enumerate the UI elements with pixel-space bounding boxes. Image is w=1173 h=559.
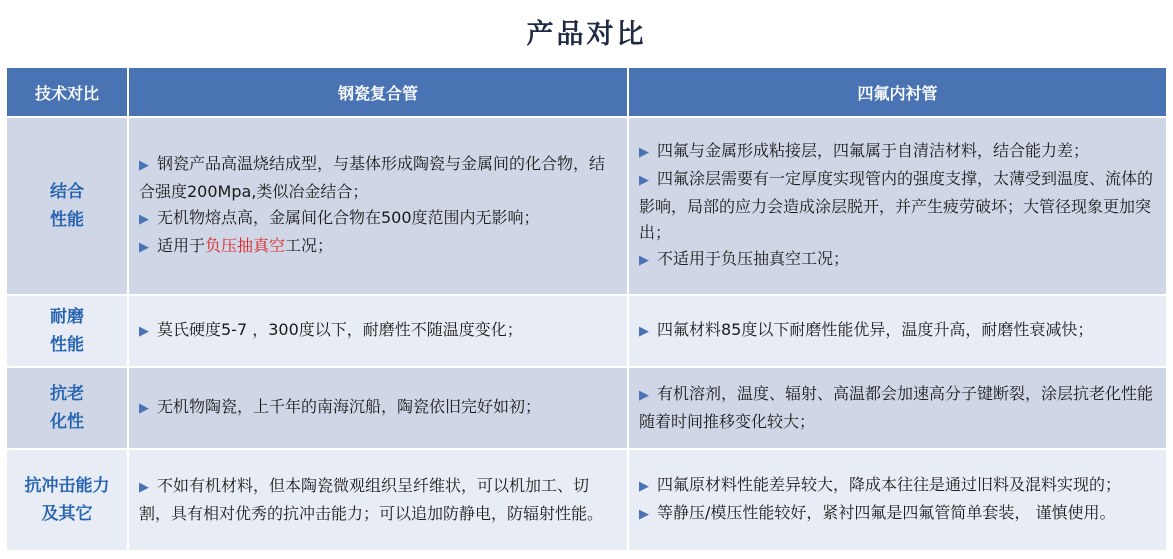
bullet-item: ▶ 四氟原材料性能差异较大，降成本往往是通过旧料及混料实现的； (639, 475, 1122, 494)
cell-ptfe-impact (629, 450, 1166, 550)
row-label-line: 抗老 (50, 384, 84, 404)
triangle-bullet-icon: ▶ (639, 253, 649, 268)
bullet-item: ▶ 莫氏硬度5-7 ，300度以下，耐磨性不随温度变化； (139, 320, 523, 339)
cell-steel-impact (129, 450, 627, 550)
bullet-item: ▶ 四氟涂层需要有一定厚度实现管内的强度支撑，太薄受到温度、流体的影响，局部的应力会造成涂层脱开，并产生疲劳破坏；大管径现象更加突出； (639, 169, 1154, 242)
header-tech-compare: 技术对比 (7, 68, 127, 116)
table-row-impact (7, 450, 1166, 550)
cell-ptfe-wear (629, 296, 1166, 366)
table-row-aging (7, 368, 1166, 448)
header-ptfe-lined: 四氟内衬管 (629, 68, 1166, 116)
bullet-item: ▶ 无机物陶瓷，上千年的南海沉船，陶瓷依旧完好如初； (139, 397, 542, 416)
bullet-item: ▶ 不如有机材料，但本陶瓷微观组织呈纤维状，可以机加工、切割，具有相对优秀的抗冲击能力；可以追加防静电，防辐射性能。 (139, 476, 604, 523)
row-label-line: 及其它 (41, 504, 93, 524)
triangle-bullet-icon: ▶ (639, 479, 649, 494)
triangle-bullet-icon: ▶ (139, 480, 149, 495)
header-steel-ceramic: 钢瓷复合管 (129, 68, 627, 116)
bullet-item: ▶ 等静压/模压性能较好，紧衬四氟是四氟管简单套装， 谨慎使用。 (639, 503, 1116, 522)
cell-ptfe-bonding (629, 118, 1166, 294)
cell-ptfe-aging (629, 368, 1166, 448)
triangle-bullet-icon: ▶ (639, 324, 649, 339)
page-title: 产品对比 (526, 19, 647, 50)
row-label-line: 耐磨 (50, 307, 84, 327)
highlight-vacuum: 负压抽真空 (205, 236, 286, 255)
bullet-item: ▶ 无机物熔点高，金属间化合物在500度范围内无影响； (139, 208, 540, 227)
row-label-line: 结合 (50, 182, 84, 202)
triangle-bullet-icon: ▶ (139, 240, 149, 255)
row-label-bonding (7, 118, 127, 294)
bullet-item: ▶ 钢瓷产品高温烧结成型，与基体形成陶瓷与金属间的化合物，结合强度200Mpa,类似冶金结合； (139, 154, 606, 201)
row-label-line: 性能 (50, 210, 84, 230)
cell-steel-aging (129, 368, 627, 448)
triangle-bullet-icon: ▶ (639, 145, 649, 160)
row-label-wear (7, 296, 127, 366)
row-label-line: 抗冲击能力 (24, 476, 110, 496)
triangle-bullet-icon: ▶ (139, 401, 149, 416)
table-row-bonding (7, 118, 1166, 294)
bullet-item: ▶ 不适用于负压抽真空工况； (639, 249, 850, 268)
row-label-impact (7, 450, 127, 550)
cell-steel-wear (129, 296, 627, 366)
table-row-wear (7, 296, 1166, 366)
triangle-bullet-icon: ▶ (139, 158, 149, 173)
bullet-item: ▶ 适用于负压抽真空工况； (139, 236, 334, 255)
triangle-bullet-icon: ▶ (139, 212, 149, 227)
row-label-aging (7, 368, 127, 448)
triangle-bullet-icon: ▶ (639, 507, 649, 522)
header-row (7, 68, 1166, 116)
bullet-item: ▶ 四氟材料85度以下耐磨性能优异，温度升高，耐磨性衰减快； (639, 320, 1094, 339)
comparison-table (5, 66, 1168, 552)
triangle-bullet-icon: ▶ (139, 324, 149, 339)
bullet-item: ▶ 有机溶剂，温度、辐射、高温都会加速高分子键断裂，涂层抗老化性能随着时间推移变化较大； (639, 384, 1154, 431)
cell-steel-bonding (129, 118, 627, 294)
row-label-line: 化性 (50, 412, 84, 432)
bullet-item: ▶ 四氟与金属形成粘接层，四氟属于自清洁材料，结合能力差； (639, 141, 1090, 160)
triangle-bullet-icon: ▶ (639, 173, 649, 188)
triangle-bullet-icon: ▶ (639, 388, 649, 403)
row-label-line: 性能 (50, 335, 84, 355)
